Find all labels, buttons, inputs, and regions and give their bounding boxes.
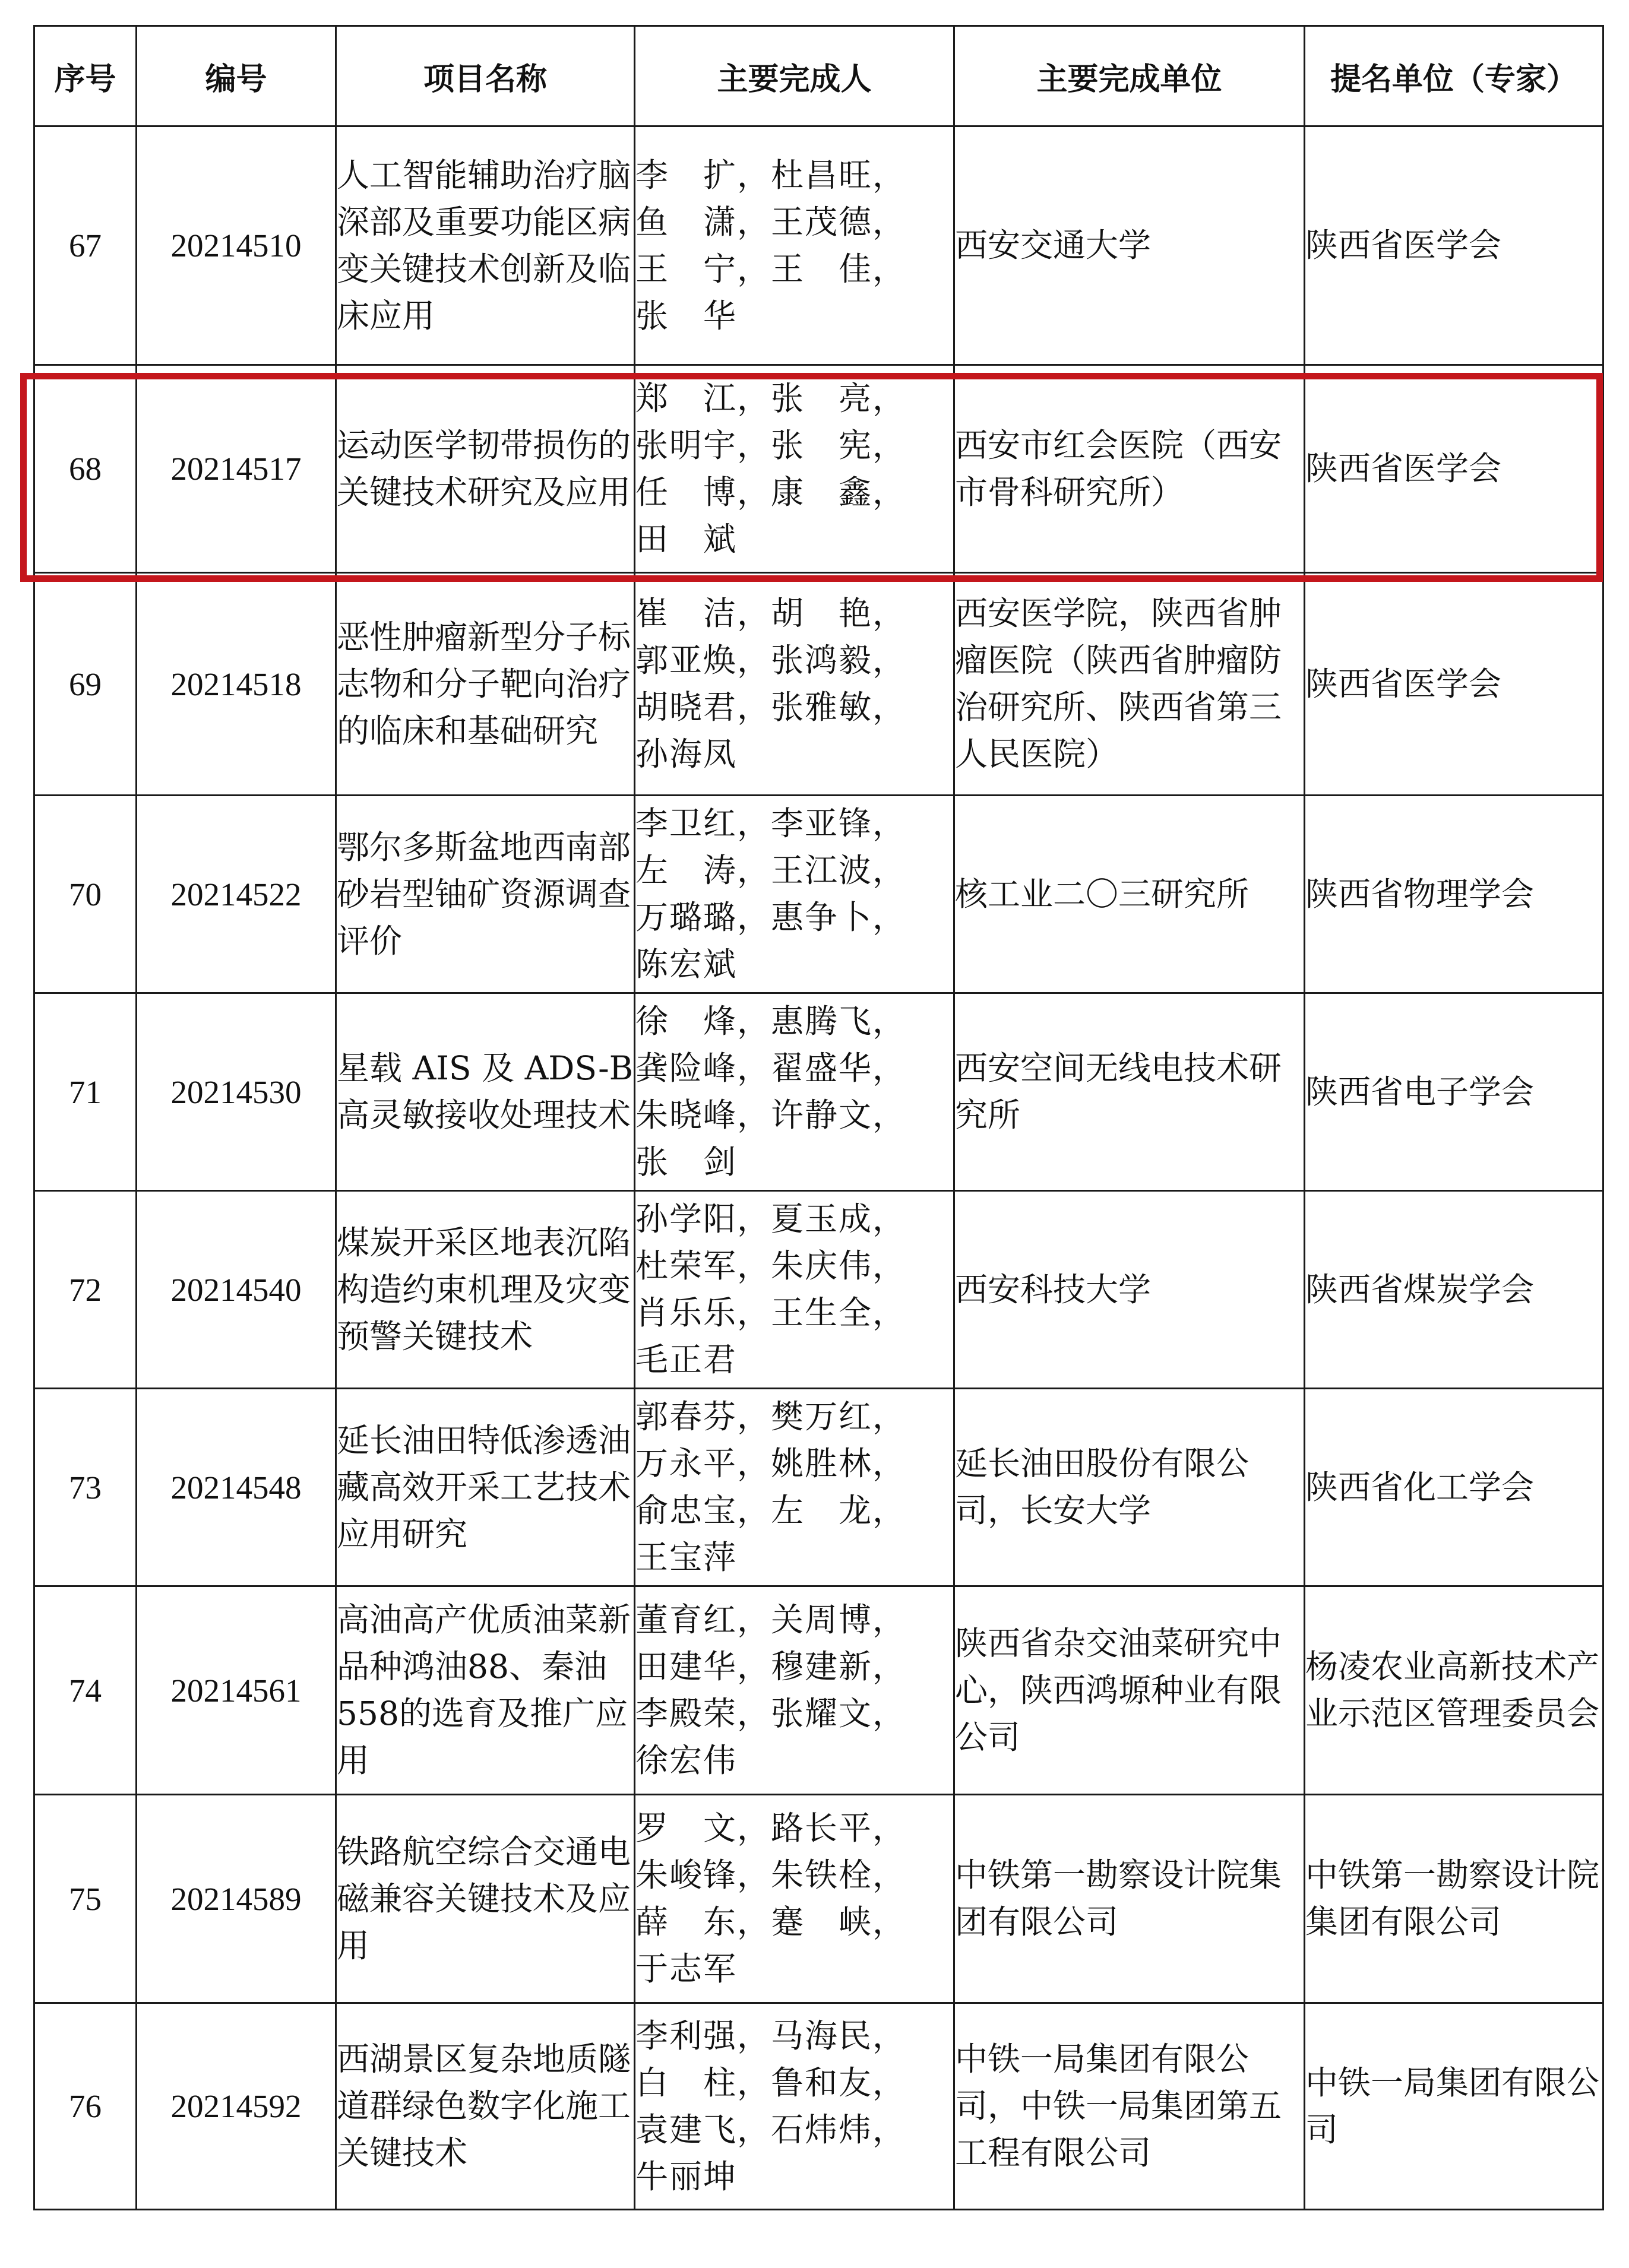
row-project-name: 西湖景区复杂地质隧道群绿色数字化施工关键技术 — [336, 2003, 635, 2210]
row-project-name: 煤炭开采区地表沉陷构造约束机理及灾变预警关键技术 — [336, 1191, 635, 1389]
people-line: 徐宏伟 — [635, 1741, 738, 1779]
row-main-unit: 中铁第一勘察设计院集团有限公司 — [954, 1795, 1305, 2003]
row-seq: 74 — [34, 1586, 137, 1795]
row-nominator: 陕西省医学会 — [1305, 573, 1603, 796]
table-row — [34, 1191, 1603, 1389]
row-code: 20214517 — [137, 365, 336, 573]
table-row — [34, 2003, 1603, 2210]
row-main-people — [635, 1389, 954, 1586]
row-main-unit: 中铁一局集团有限公司，中铁一局集团第五工程有限公司 — [954, 2003, 1305, 2210]
people-line: 薛 东，蹇 峡， — [635, 1903, 907, 1941]
people-line: 李殿荣，张耀文， — [635, 1694, 907, 1732]
row-project-name: 恶性肿瘤新型分子标志物和分子靶向治疗的临床和基础研究 — [336, 573, 635, 796]
header-seq: 序号 — [34, 26, 137, 126]
people-line: 袁建飞，石炜炜， — [635, 2110, 907, 2149]
header-nominator: 提名单位（专家） — [1305, 26, 1603, 126]
people-line: 万璐璐，惠争卜， — [635, 898, 907, 936]
people-line: 田建华，穆建新， — [635, 1648, 907, 1686]
award-table — [33, 25, 1604, 2210]
row-project-name: 延长油田特低渗透油藏高效开采工艺技术应用研究 — [336, 1389, 635, 1586]
people-line: 郑 江，张 亮， — [635, 379, 907, 417]
row-main-people — [635, 573, 954, 796]
people-line: 郭亚焕，张鸿毅， — [635, 641, 907, 679]
row-main-people — [635, 365, 954, 573]
people-line: 毛正君 — [635, 1341, 738, 1379]
people-line: 牛丽坤 — [635, 2157, 738, 2196]
row-seq: 73 — [34, 1389, 137, 1586]
header-row — [34, 26, 1603, 126]
header-project-name: 项目名称 — [336, 26, 635, 126]
row-project-name: 高油高产优质油菜新品种鸿油88、秦油558的选育及推广应用 — [336, 1586, 635, 1795]
row-nominator: 陕西省医学会 — [1305, 365, 1603, 573]
row-seq: 75 — [34, 1795, 137, 2003]
people-line: 李卫红，李亚锋， — [635, 804, 907, 842]
table-header — [34, 26, 1603, 126]
row-project-name: 人工智能辅助治疗脑深部及重要功能区病变关键技术创新及临床应用 — [336, 126, 635, 365]
header-main-unit: 主要完成单位 — [954, 26, 1305, 126]
people-line: 左 涛，王江波， — [635, 851, 907, 889]
people-line: 徐 烽，惠腾飞， — [635, 1002, 907, 1040]
row-main-unit: 陕西省杂交油菜研究中心，陕西鸿塬种业有限公司 — [954, 1586, 1305, 1795]
row-code: 20214522 — [137, 796, 336, 993]
people-line: 胡晓君，张雅敏， — [635, 688, 907, 726]
row-nominator: 中铁第一勘察设计院集团有限公司 — [1305, 1795, 1603, 2003]
people-line: 田 斌 — [635, 520, 738, 558]
people-line: 朱峻锋，朱铁栓， — [635, 1856, 907, 1894]
people-line: 张 华 — [635, 296, 738, 335]
table-row — [34, 1389, 1603, 1586]
table-row — [34, 1586, 1603, 1795]
row-main-people — [635, 1795, 954, 2003]
people-line: 俞忠宝，左 龙， — [635, 1491, 907, 1529]
people-line: 龚险峰，翟盛华， — [635, 1049, 907, 1087]
table-row — [34, 573, 1603, 796]
row-nominator: 杨凌农业高新技术产业示范区管理委员会 — [1305, 1586, 1603, 1795]
people-line: 李 扩，杜昌旺， — [635, 156, 907, 194]
row-code: 20214510 — [137, 126, 336, 365]
people-line: 王 宁，王 佳， — [635, 249, 907, 288]
row-main-unit: 西安医学院，陕西省肿瘤医院（陕西省肿瘤防治研究所、陕西省第三人民医院） — [954, 573, 1305, 796]
header-main-people: 主要完成人 — [635, 26, 954, 126]
row-main-unit: 西安科技大学 — [954, 1191, 1305, 1389]
row-main-unit: 西安市红会医院（西安市骨科研究所） — [954, 365, 1305, 573]
table-body — [34, 126, 1603, 2210]
people-line: 杜荣军，朱庆伟， — [635, 1247, 907, 1285]
row-seq: 71 — [34, 993, 137, 1191]
people-line: 李利强，马海民， — [635, 2016, 907, 2055]
people-line: 张明宇，张 宪， — [635, 426, 907, 464]
row-project-name: 运动医学韧带损伤的关键技术研究及应用 — [336, 365, 635, 573]
row-code: 20214530 — [137, 993, 336, 1191]
row-project-name: 鄂尔多斯盆地西南部砂岩型铀矿资源调查评价 — [336, 796, 635, 993]
row-main-people — [635, 2003, 954, 2210]
row-code: 20214592 — [137, 2003, 336, 2210]
table-row — [34, 796, 1603, 993]
row-code: 20214589 — [137, 1795, 336, 2003]
row-main-unit: 核工业二〇三研究所 — [954, 796, 1305, 993]
row-code: 20214561 — [137, 1586, 336, 1795]
row-main-people — [635, 1191, 954, 1389]
row-main-unit: 延长油田股份有限公司，长安大学 — [954, 1389, 1305, 1586]
row-nominator: 陕西省化工学会 — [1305, 1389, 1603, 1586]
row-main-unit: 西安空间无线电技术研究所 — [954, 993, 1305, 1191]
row-seq: 69 — [34, 573, 137, 796]
row-seq: 76 — [34, 2003, 137, 2210]
row-main-people — [635, 1586, 954, 1795]
header-code: 编号 — [137, 26, 336, 126]
people-line: 崔 洁，胡 艳， — [635, 594, 907, 632]
people-line: 孙学阳，夏玉成， — [635, 1200, 907, 1238]
row-project-name: 星载 AIS 及 ADS-B 高灵敏接收处理技术 — [336, 993, 635, 1191]
people-line: 王宝萍 — [635, 1538, 738, 1576]
row-main-people — [635, 126, 954, 365]
row-main-people — [635, 796, 954, 993]
people-line: 鱼 潇，王茂德， — [635, 202, 907, 241]
row-main-people — [635, 993, 954, 1191]
row-code: 20214548 — [137, 1389, 336, 1586]
people-line: 朱晓峰，许静文， — [635, 1096, 907, 1134]
row-seq: 70 — [34, 796, 137, 993]
people-line: 肖乐乐，王生全， — [635, 1294, 907, 1332]
row-nominator: 陕西省煤炭学会 — [1305, 1191, 1603, 1389]
table-row — [34, 1795, 1603, 2003]
row-nominator: 陕西省物理学会 — [1305, 796, 1603, 993]
row-seq: 72 — [34, 1191, 137, 1389]
people-line: 万永平，姚胜林， — [635, 1445, 907, 1483]
row-seq: 68 — [34, 365, 137, 573]
row-code: 20214518 — [137, 573, 336, 796]
people-line: 陈宏斌 — [635, 945, 738, 983]
people-line: 于志军 — [635, 1950, 738, 1988]
row-seq: 67 — [34, 126, 137, 365]
row-nominator: 陕西省电子学会 — [1305, 993, 1603, 1191]
row-nominator: 陕西省医学会 — [1305, 126, 1603, 365]
people-line: 郭春芬，樊万红， — [635, 1398, 907, 1436]
people-line: 罗 文，路长平， — [635, 1809, 907, 1847]
table-row — [34, 365, 1603, 573]
row-nominator: 中铁一局集团有限公司 — [1305, 2003, 1603, 2210]
row-project-name: 铁路航空综合交通电磁兼容关键技术及应用 — [336, 1795, 635, 2003]
row-code: 20214540 — [137, 1191, 336, 1389]
table-row — [34, 993, 1603, 1191]
people-line: 张 剑 — [635, 1143, 738, 1181]
people-line: 董育红，关周博， — [635, 1601, 907, 1639]
table-row — [34, 126, 1603, 365]
people-line: 任 博，康 鑫， — [635, 473, 907, 511]
row-main-unit: 西安交通大学 — [954, 126, 1305, 365]
people-line: 白 柱，鲁和友， — [635, 2063, 907, 2102]
people-line: 孙海凤 — [635, 735, 738, 773]
